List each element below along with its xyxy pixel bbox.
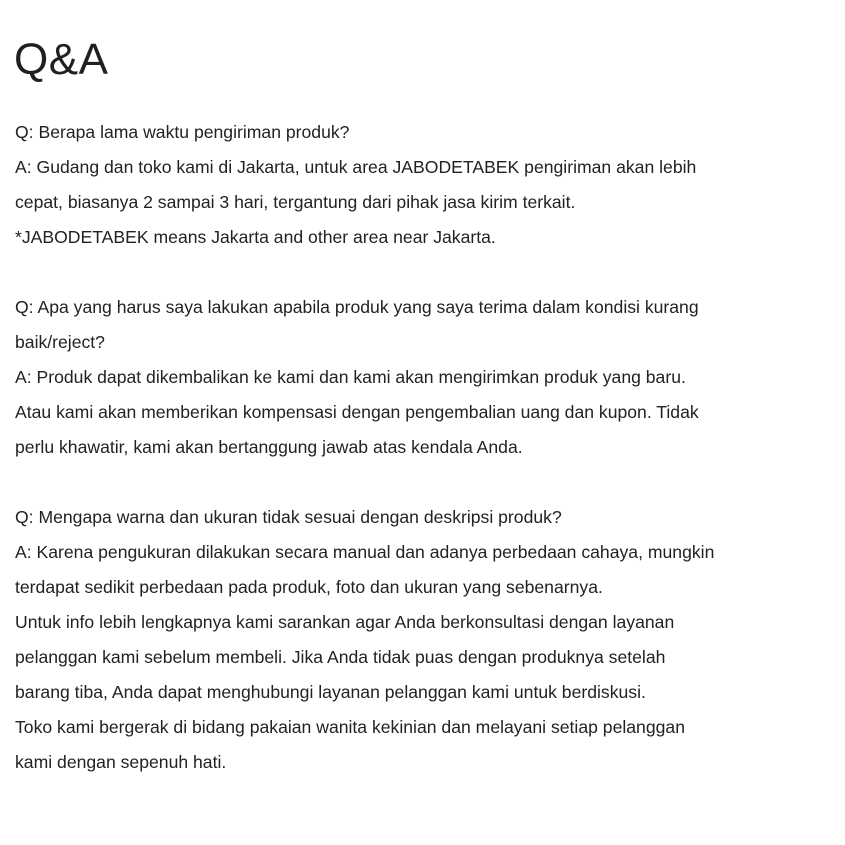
qa-content xyxy=(15,115,835,780)
qa-item xyxy=(15,500,835,780)
answer-text: A: Produk dapat dikembalikan ke kami dan kami akan mengirimkan produk yang baru. xyxy=(15,367,686,387)
answer-text: Toko kami bergerak di bidang pakaian wanita kekinian dan melayani setiap pelanggan xyxy=(15,717,685,737)
answer-text: A: Gudang dan toko kami di Jakarta, untuk area JABODETABEK pengiriman akan lebih xyxy=(15,157,697,177)
question-text: Q: Berapa lama waktu pengiriman produk? xyxy=(15,122,350,142)
answer-text: A: Karena pengukuran dilakukan secara manual dan adanya perbedaan cahaya, mungkin xyxy=(15,542,715,562)
question-text: Q: Apa yang harus saya lakukan apabila produk yang saya terima dalam kondisi kurang xyxy=(15,297,699,317)
qa-item xyxy=(15,115,835,255)
qa-item xyxy=(15,290,835,465)
answer-text: kami dengan sepenuh hati. xyxy=(15,752,227,772)
answer-text: terdapat sedikit perbedaan pada produk, foto dan ukuran yang sebenarnya. xyxy=(15,577,603,597)
answer-text: Atau kami akan memberikan kompensasi dengan pengembalian uang dan kupon. Tidak xyxy=(15,402,699,422)
answer-text: pelanggan kami sebelum membeli. Jika Anda tidak puas dengan produknya setelah xyxy=(15,647,666,667)
question-text: baik/reject? xyxy=(15,332,105,352)
answer-text: perlu khawatir, kami akan bertanggung jawab atas kendala Anda. xyxy=(15,437,523,457)
answer-note: *JABODETABEK means Jakarta and other area near Jakarta. xyxy=(15,227,496,247)
page-title: Q&A xyxy=(14,35,109,84)
answer-text: Untuk info lebih lengkapnya kami sarankan agar Anda berkonsultasi dengan layanan xyxy=(15,612,675,632)
answer-text: barang tiba, Anda dapat menghubungi layanan pelanggan kami untuk berdiskusi. xyxy=(15,682,646,702)
paragraph-gap xyxy=(15,255,835,290)
paragraph-gap xyxy=(15,465,835,500)
answer-text: cepat, biasanya 2 sampai 3 hari, tergantung dari pihak jasa kirim terkait. xyxy=(15,192,576,212)
question-text: Q: Mengapa warna dan ukuran tidak sesuai dengan deskripsi produk? xyxy=(15,507,562,527)
